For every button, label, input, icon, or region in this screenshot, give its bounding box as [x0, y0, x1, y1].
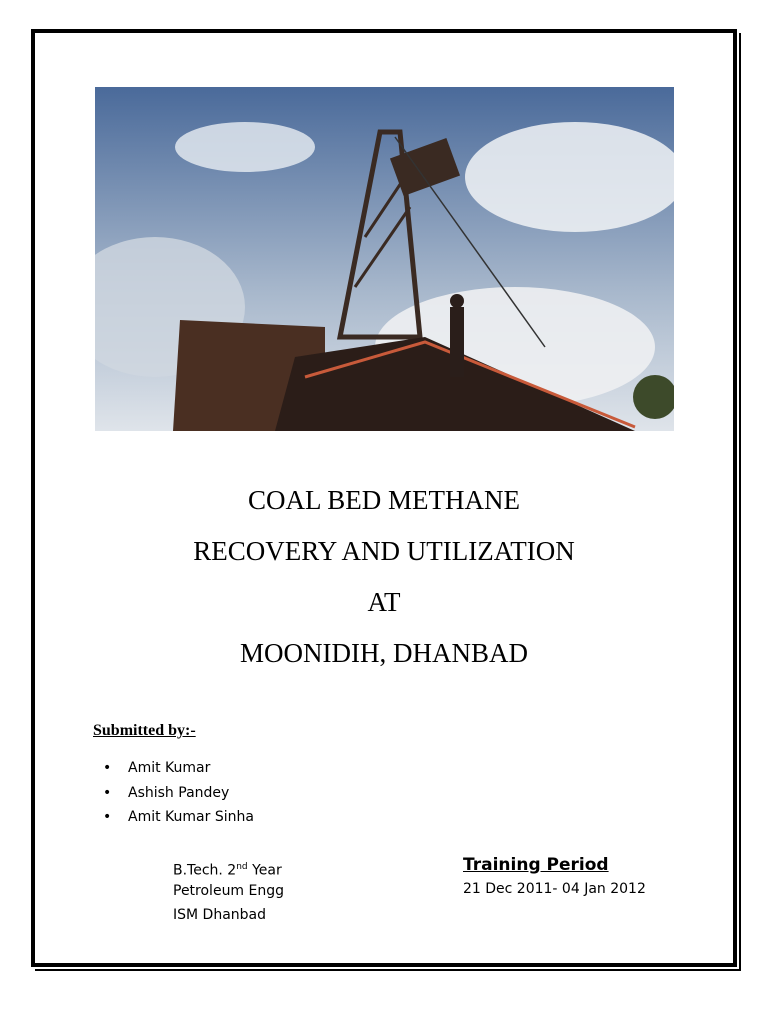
- year-suffix: Year: [247, 862, 282, 879]
- year-sup: nd: [236, 862, 248, 872]
- submitter-name: • Amit Kumar: [103, 758, 254, 783]
- course-details: [173, 857, 284, 929]
- submitter-list: [103, 758, 254, 832]
- title-line-2: RECOVERY AND UTILIZATION: [193, 536, 575, 566]
- submitter-name: • Ashish Pandey: [103, 783, 254, 808]
- title-line-1: COAL BED METHANE: [248, 485, 520, 515]
- training-period: [463, 855, 646, 903]
- submitted-by-heading: Submitted by:-: [93, 722, 196, 739]
- title-line-4: MOONIDIH, DHANBAD: [240, 638, 528, 668]
- cover-photo-drilling-rig: [95, 87, 674, 431]
- course-year: [173, 857, 284, 881]
- year-prefix: B.Tech. 2: [173, 862, 237, 879]
- training-dates: 21 Dec 2011- 04 Jan 2012: [463, 881, 646, 897]
- title-line-3: AT: [367, 587, 401, 617]
- institute: ISM Dhanbad: [173, 907, 267, 923]
- department: Petroleum Engg: [173, 883, 285, 899]
- submitter-name: • Amit Kumar Sinha: [103, 807, 254, 832]
- training-period-heading: Training Period: [463, 855, 609, 875]
